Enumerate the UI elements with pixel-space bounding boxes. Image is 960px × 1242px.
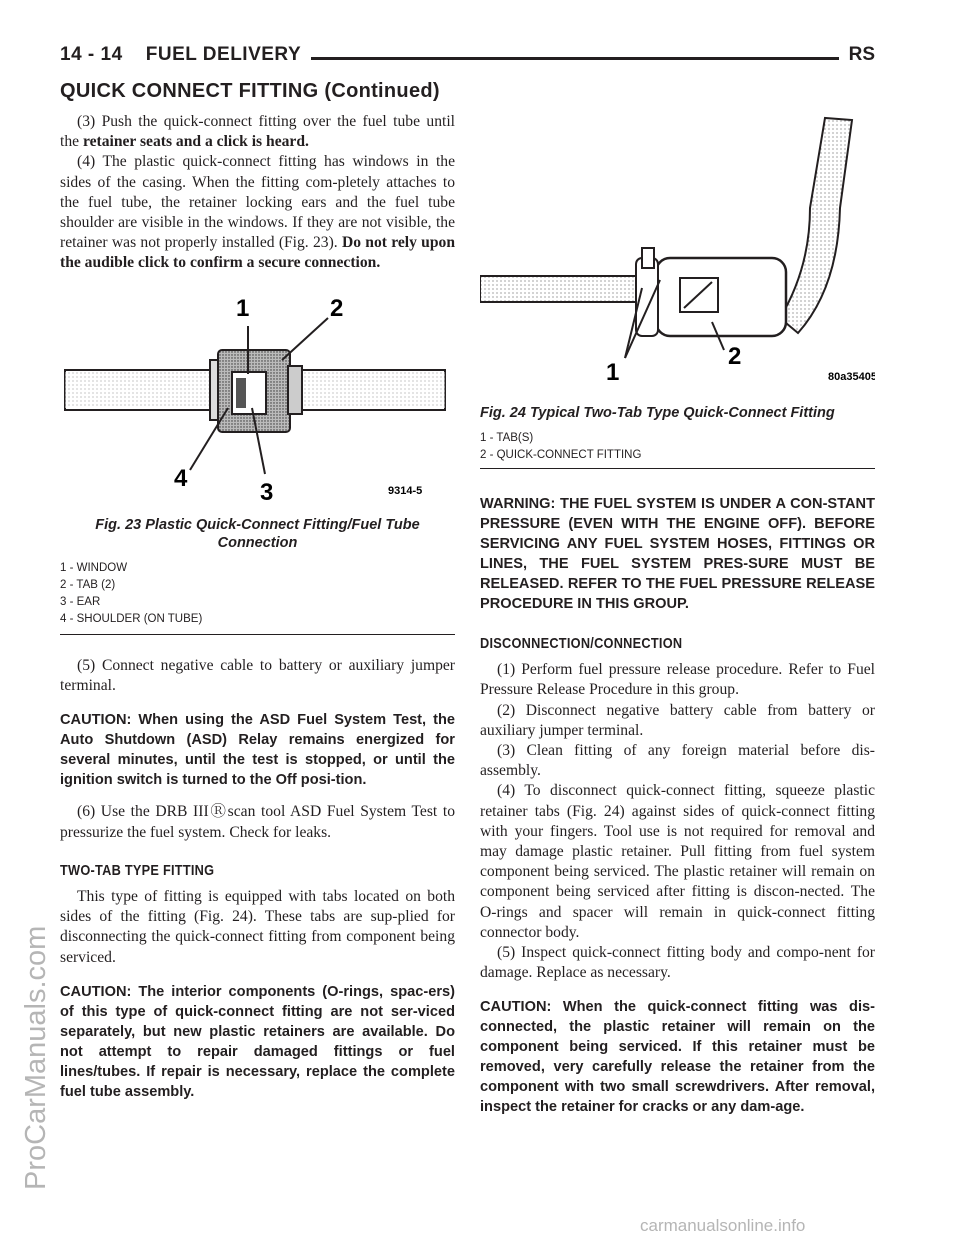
figure-24-drawing bbox=[480, 108, 875, 400]
caution-retainer-removal: CAUTION: When the quick-connect fitting was dis-connected, the plastic retainer will remain on the component being serviced. If this retainer must be removed, very carefully release the retainer from the component with two small screwdrivers. After removal, inspect the retainer for cracks or any dam-age. bbox=[480, 999, 875, 1116]
legend-item: 1 - WINDOW bbox=[60, 562, 128, 574]
figure-24-caption: Fig. 24 Typical Two-Tab Type Quick-Connect Fitting bbox=[480, 405, 835, 421]
fig23-code: 9314-5 bbox=[388, 485, 423, 497]
figure-23-illustration bbox=[60, 288, 455, 508]
fig24-callout-2: 2 bbox=[728, 343, 742, 370]
caution-asd-test: CAUTION: When using the ASD Fuel System Test, the Auto Shutdown (ASD) Relay remains energized for several minutes, until the test is stopped, or until the ignition switch is turned to the Off posi-tion. bbox=[60, 712, 455, 789]
disconnect-step: (1) Perform fuel pressure release procedure. Refer to Fuel Pressure Release Procedure in this group. bbox=[480, 661, 875, 699]
right-column-lower bbox=[480, 494, 875, 1117]
step-6-paragraph: (6) Use the DRB IIIⓇscan tool ASD Fuel System Test to pressurize the fuel system. Check for leaks. bbox=[60, 803, 455, 841]
step-3-paragraph bbox=[60, 112, 455, 152]
page-header bbox=[60, 44, 875, 76]
left-column-lower bbox=[60, 656, 455, 1102]
figure-24-rule bbox=[480, 468, 875, 469]
legend-item: 1 - TAB(S) bbox=[480, 432, 534, 444]
figure-23-caption: Fig. 23 Plastic Quick-Connect Fitting/Fuel Tube Connection bbox=[95, 517, 420, 551]
legend-item: 3 - EAR bbox=[60, 596, 101, 608]
bottom-watermark: carmanualsonline.info bbox=[640, 1216, 806, 1235]
left-column bbox=[60, 112, 455, 274]
warning-fuel-pressure: WARNING: THE FUEL SYSTEM IS UNDER A CON-STANT PRESSURE (EVEN WITH THE ENGINE OFF). BEFORE SERVICING ANY FUEL SYSTEM HOSES, FITTINGS OR LINES, THE FUEL SYSTEM PRES-SURE MUST BE RELEASED. REFER TO THE FUEL PRESSURE RELEASE PROCEDURE IN THIS GROUP. bbox=[480, 496, 875, 612]
side-watermark: ProCarManuals.com bbox=[20, 925, 52, 1190]
disconnection-subheading: DISCONNECTION/CONNECTION bbox=[480, 635, 683, 652]
step-4-text: (4) The plastic quick-connect fitting has windows in the sides of the casing. When the fitting com-pletely attaches to the fuel tube, the retainer locking ears and the fuel tube shoulder are visible in the windows. If they are not visible, the retainer was not properly installed (Fig. 23). bbox=[60, 153, 455, 252]
step-3-emphasis: retainer seats and a click is heard. bbox=[82, 133, 309, 151]
step-3-text: (3) Push the quick-connect fitting over the fuel tube until the bbox=[60, 113, 455, 151]
header-section-label: 14 - 14 FUEL DELIVERY bbox=[60, 44, 311, 66]
caution-interior-components: CAUTION: The interior components (O-rings, spac-ers) of this type of quick-connect fitting are not ser-viced separately, but new plastic retainers are available. Do not attempt to repair damaged fittings or fuel lines/tubes. If repair is necessary, replace the complete fuel tube assembly. bbox=[60, 983, 455, 1100]
figure-24-caption-block bbox=[480, 404, 875, 469]
fig23-callout-3: 3 bbox=[260, 479, 274, 506]
figure-23-legend bbox=[60, 560, 455, 628]
step-5-paragraph: (5) Connect negative cable to battery or auxiliary jumper terminal. bbox=[60, 657, 455, 695]
section-title: QUICK CONNECT FITTING (Continued) bbox=[60, 80, 440, 102]
step-4-emphasis: Do not rely upon the audible click to confirm a secure connection. bbox=[60, 234, 455, 272]
header-manual-code: RS bbox=[839, 44, 875, 66]
fig23-callout-1: 1 bbox=[236, 295, 250, 322]
legend-item: 4 - SHOULDER (ON TUBE) bbox=[60, 613, 203, 625]
legend-item: 2 - QUICK-CONNECT FITTING bbox=[480, 449, 642, 461]
two-tab-subheading: TWO-TAB TYPE FITTING bbox=[60, 861, 215, 879]
fig23-callout-4: 4 bbox=[174, 465, 188, 492]
disconnect-step: (2) Disconnect negative battery cable from battery or auxiliary jumper terminal. bbox=[480, 701, 875, 739]
two-tab-paragraph: This type of fitting is equipped with tabs located on both sides of the fitting (Fig. 24). These tabs are sup-plied for disconnecting the quick-connect fitting from component being serviced. bbox=[60, 888, 455, 966]
figure-24-illustration bbox=[480, 108, 875, 400]
fig24-code: 80a35405 bbox=[828, 371, 875, 383]
figure-23-rule bbox=[60, 634, 455, 635]
legend-item: 2 - TAB (2) bbox=[60, 579, 116, 591]
disconnect-step: (3) Clean fitting of any foreign material before dis-assembly. bbox=[480, 742, 875, 780]
figure-24-legend bbox=[480, 430, 875, 464]
fig24-callout-1: 1 bbox=[606, 359, 620, 386]
disconnect-step: (4) To disconnect quick-connect fitting, squeeze plastic retainer tabs (Fig. 24) against sides of quick-connect fitting with your fingers. Tool use is not required for removal and may damage plastic retainer. Pull fitting from fuel system component being serviced. The plastic retainer will remain on component being serviced after fitting is discon-nected. The O-rings and spacer will remain in quick-connect fitting connector body. bbox=[480, 782, 875, 941]
disconnect-step: (5) Inspect quick-connect fitting body and compo-nent for damage. Replace as necessary. bbox=[480, 944, 875, 982]
figure-23-drawing bbox=[60, 288, 455, 508]
figure-23-caption-block bbox=[60, 516, 455, 635]
step-4-paragraph bbox=[60, 152, 455, 273]
fig23-callout-2: 2 bbox=[330, 295, 344, 322]
